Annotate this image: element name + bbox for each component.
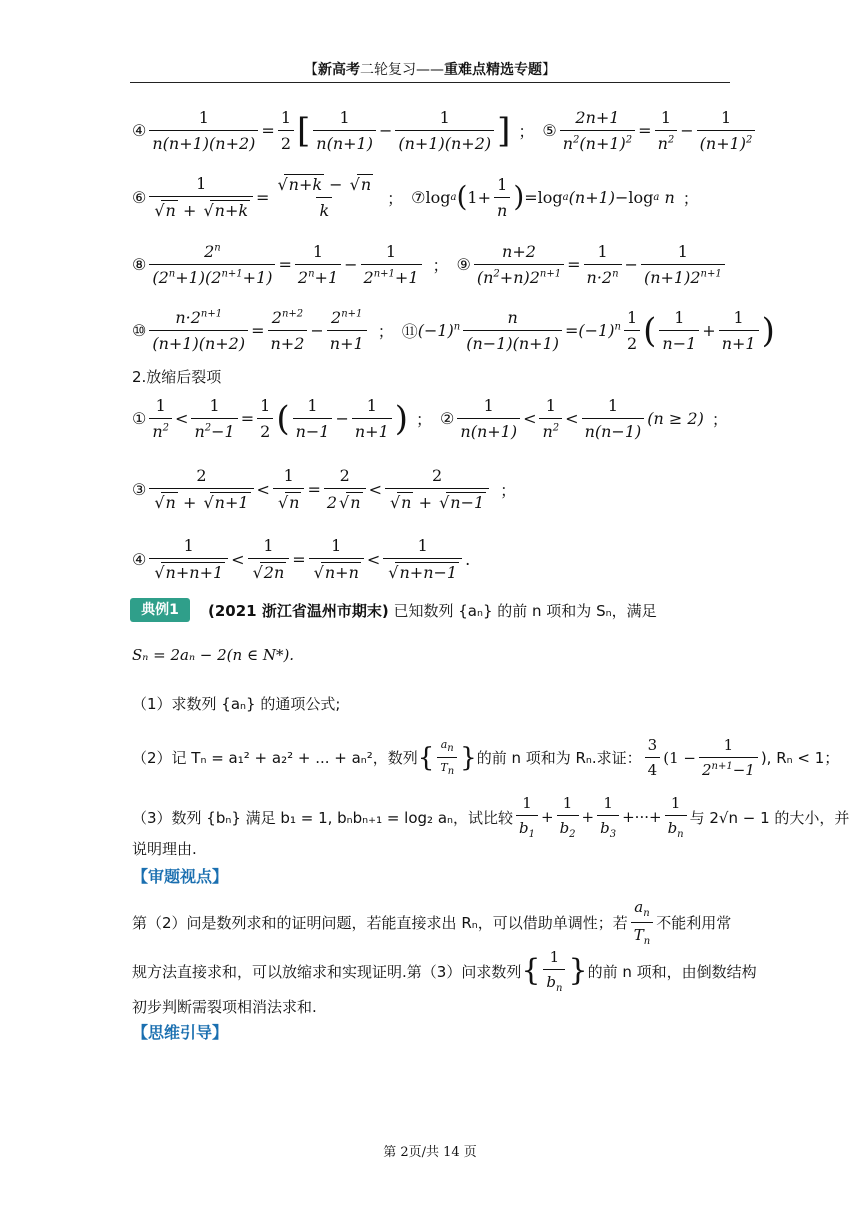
formula-fraction: $\frac{1}{n(n+1)(n+2)}$ [149, 108, 258, 153]
header-title-topic: 重难点精选专题 [444, 62, 542, 78]
formula-label: ⑨ [456, 255, 471, 274]
formula-row-10-11: ⑩ $\frac{n\cdot 2^{n+1}}{(n+1)(n+2)}$ = $\frac{2^{n+2}}{n+2}$ − $\frac{2^{n+1}}{n+1}$ ； ⑪ $(-1)^n$ $\frac{n}{(n-1)(n+1)}$ = $(-1)^n$ $\frac{1}{2}$ ( $\frac{1}{n-1}$ + $\frac{1}{n+1}$ ) [132, 308, 775, 353]
header-title-bold: 新高考 [318, 62, 360, 78]
analysis-line-1: 第（2）问是数列求和的证明问题，若能直接求出 Rₙ，可以借助单调性；若 $\frac{a_n}{T_n}$ 不能利用常 [132, 898, 732, 947]
question-3-part-a: （3）数列 {bₙ} 满足 b₁ = 1, bₙbₙ₊₁ = log₂ aₙ，试比较 [132, 808, 513, 827]
separator: ； [518, 122, 535, 141]
question-2-part-a: （2）记 Tₙ = a₁² + a₂² + ... + aₙ²，数列 [132, 749, 418, 767]
formula-label: ④ [132, 121, 147, 140]
separator: ； [432, 256, 449, 275]
example-badge: 典例1 [130, 598, 190, 622]
question-2: （2）记 Tₙ = a₁² + a₂² + ... + aₙ²，数列 { $\frac{an}{Tn}$ } 的前 n 项和为 Rₙ.求证： $\frac{3}{4}$ (1 − $\frac{1}{2^{n+1}-1}$ ), Rₙ < 1； [132, 736, 840, 779]
header-rule [130, 82, 730, 83]
scaling-row-3: ③ 2 √ n + √ n+1 < 1 √ n = $\frac{2}{2√ n}$ < 2 √ n + √ n−1 ； [132, 466, 524, 512]
question-3: （3）数列 {bₙ} 满足 b₁ = 1, bₙbₙ₊₁ = log₂ aₙ，试比较 $\frac{1}{b_1}$ + $\frac{1}{b_2}$ + $\frac{1}{b_3}$ +···+ $\frac{1}{b_n}$ 与 2√n − 1 的大小，并 [132, 794, 850, 840]
scaling-row-1-2: ① $\frac{1}{n^2}$ < $\frac{1}{n^2-1}$ = $\frac{1}{2}$ ( $\frac{1}{n-1}$ − $\frac{1}{n+1}$ ) ； ② $\frac{1}{n(n+1)}$ < $\frac{1}{n^2}$ < $\frac{1}{n(n-1)}$ (n ≥ 2) ； [132, 396, 728, 441]
separator: ； [682, 188, 699, 208]
analysis-heading: 【审题视点】 [132, 867, 229, 886]
formula-label: ⑧ [132, 255, 147, 274]
analysis-line-3: 初步判断需裂项相消法求和. [132, 998, 317, 1016]
separator: ； [416, 410, 433, 429]
scaling-row-4: ④ 1 √ n+n+1 < 1 √ 2n = 1 √ n+n < 1 √ n+n−1 . [132, 536, 470, 582]
question-2-part-c: (1 − [663, 748, 696, 767]
separator: ； [711, 410, 728, 429]
analysis-line-1-b: 不能利用常 [656, 914, 732, 932]
analysis-line-2-b: 的前 n 项和，由倒数结构 [587, 962, 757, 981]
separator: ； [377, 322, 394, 341]
page-footer: 第 2页/共 14 页 [383, 1145, 477, 1160]
example-given: Sₙ = 2aₙ − 2(n ∈ N*). [132, 646, 295, 664]
condition: (n ≥ 2) [647, 409, 704, 428]
header-bracket-right: 】 [542, 62, 556, 78]
example-intro: 已知数列 {aₙ} 的前 n 项和为 Sₙ，满足 [393, 602, 657, 620]
formula-row-4-5: ④ $\frac{1}{n(n+1)(n+2)}$ = $\frac{1}{2}$ [ $\frac{1}{n(n+1)}$ − $\frac{1}{(n+1)(n+2)}$ ] ； ⑤ $\frac{2n+1}{n^2(n+1)^2}$ = $\frac{1}{n^2}$ − $\frac{1}{(n+1)^2}$ [132, 108, 758, 153]
question-2-part-d: ), Rₙ < 1； [760, 749, 840, 767]
example-intro-line [208, 600, 657, 621]
page-header [0, 59, 860, 79]
separator: ； [387, 188, 404, 208]
question-3-reason: 说明理由. [132, 840, 197, 858]
formula-label: ③ [132, 479, 147, 499]
formula-row-8-9: ⑧ $\frac{2^n}{(2^n+1)(2^{n+1}+1)}$ = $\frac{1}{2^n+1}$ − $\frac{1}{2^{n+1}+1}$ ； ⑨ $\frac{n+2}{(n^2+n)2^{n+1}}$ = $\frac{1}{n\cdot 2^n}$ − $\frac{1}{(n+1)2^{n+1}}$ [132, 242, 728, 287]
formula-row-6-7: ⑥ 1 √ n + √ n+k = √ $\frac{n+k - √ n}{k}$ ； ⑦ log a ( 1+ $\frac{1}{n}$ ) =log a (n+1) −log a n ； [132, 174, 707, 220]
analysis-line-2: 规方法直接求和，可以放缩求和实现证明.第（3）问求数列 { $\frac{1}{b_n}$ } 的前 n 项和，由倒数结构 [132, 948, 757, 994]
header-bracket-left: 【 [304, 62, 318, 78]
formula-label: ⑪ [401, 322, 418, 341]
formula-label: ⑦ [411, 187, 426, 207]
formula-label: ① [132, 409, 147, 428]
formula-label: ⑤ [542, 121, 557, 140]
formula-label: ④ [132, 549, 147, 569]
section-title: 2.放缩后裂项 [132, 368, 222, 386]
thinking-heading: 【思维引导】 [132, 1023, 229, 1042]
analysis-line-2-a: 规方法直接求和，可以放缩求和实现证明.第（3）问求数列 [132, 962, 522, 981]
example-source: (2021 浙江省温州市期末) [208, 602, 389, 620]
question-2-part-b: 的前 n 项和为 Rₙ.求证： [476, 749, 642, 767]
formula-label: ② [440, 409, 455, 428]
analysis-line-1-a: 第（2）问是数列求和的证明问题，若能直接求出 Rₙ，可以借助单调性；若 [132, 914, 628, 932]
separator: ； [500, 480, 517, 500]
header-title-normal: 二轮复习—— [360, 62, 444, 78]
question-1: （1）求数列 {aₙ} 的通项公式; [132, 695, 341, 713]
formula-fraction: $\frac{1}{2}$ [278, 108, 294, 153]
question-3-part-b: 与 2√n − 1 的大小，并 [689, 808, 850, 827]
formula-label: ⑥ [132, 187, 147, 207]
formula-label: ⑩ [132, 321, 147, 340]
